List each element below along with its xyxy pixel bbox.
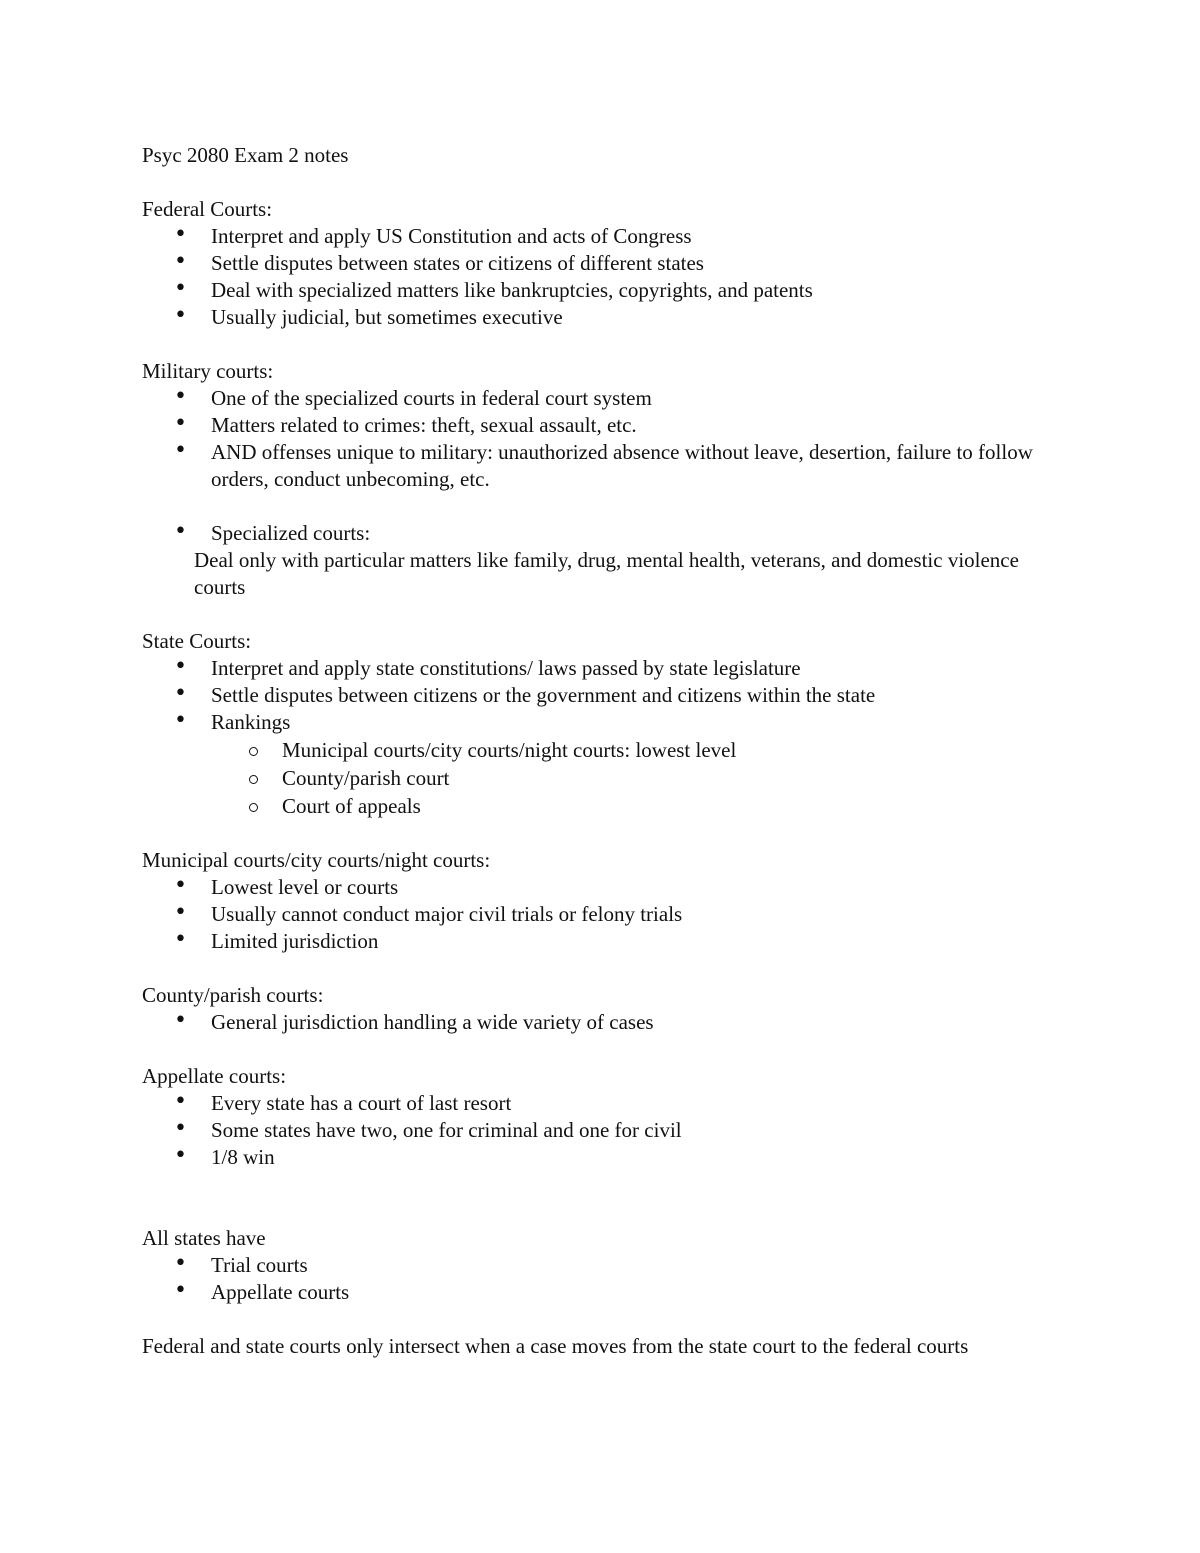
- municipal-heading: Municipal courts/city courts/night courts:: [142, 848, 491, 872]
- list-item: • Appellate courts: [142, 1279, 1062, 1306]
- closing-paragraph: Federal and state courts only intersect when a case moves from the state court to the federal courts: [142, 1334, 969, 1358]
- list-item: • Matters related to crimes: theft, sexual assault, etc.: [142, 412, 1062, 439]
- appellate-heading: Appellate courts:: [142, 1064, 287, 1088]
- list-item: • Lowest level or courts: [142, 874, 1062, 901]
- list-item: • Specialized courts:: [142, 520, 1062, 547]
- military-heading: Military courts:: [142, 359, 274, 383]
- list-item: • Trial courts: [142, 1252, 1062, 1279]
- list-item: • Usually judicial, but sometimes executive: [142, 304, 1062, 331]
- notes-page: [142, 142, 1062, 1360]
- list-item: • Limited jurisdiction: [142, 928, 1062, 955]
- specialized-list: [142, 520, 1062, 547]
- list-item: • Every state has a court of last resort: [142, 1090, 1062, 1117]
- specialized-description: Deal only with particular matters like family, drug, mental health, veterans, and domestic violence courts: [194, 548, 1019, 599]
- rankings-list: [142, 736, 1062, 820]
- county-heading: County/parish courts:: [142, 983, 324, 1007]
- list-item: • Some states have two, one for criminal and one for civil: [142, 1117, 1062, 1144]
- federal-list: [142, 223, 1062, 331]
- list-item: • Interpret and apply state constitutions/ laws passed by state legislature: [142, 655, 1062, 682]
- list-item: • Settle disputes between states or citizens of different states: [142, 250, 1062, 277]
- county-list: [142, 1009, 1062, 1036]
- municipal-list: [142, 874, 1062, 955]
- federal-heading: Federal Courts:: [142, 197, 273, 221]
- list-item: • AND offenses unique to military: unauthorized absence without leave, desertion, failure to follow orders, conduct unbecoming, etc.: [142, 439, 1062, 493]
- list-item: • Settle disputes between citizens or the government and citizens within the state: [142, 682, 1062, 709]
- list-item: • 1/8 win: [142, 1144, 1062, 1171]
- sub-list-item: County/parish court: [142, 764, 1062, 792]
- all-states-list: [142, 1252, 1062, 1306]
- list-item: • Usually cannot conduct major civil trials or felony trials: [142, 901, 1062, 928]
- all-states-heading: All states have: [142, 1226, 266, 1250]
- page-title: Psyc 2080 Exam 2 notes: [142, 143, 349, 167]
- sub-list-item: Municipal courts/city courts/night courts: lowest level: [142, 736, 1062, 764]
- list-item: • Deal with specialized matters like bankruptcies, copyrights, and patents: [142, 277, 1062, 304]
- state-heading: State Courts:: [142, 629, 252, 653]
- sub-list-item: Court of appeals: [142, 792, 1062, 820]
- list-item: • Rankings: [142, 709, 1062, 736]
- list-item: • One of the specialized courts in federal court system: [142, 385, 1062, 412]
- military-list: [142, 385, 1062, 493]
- list-item: • General jurisdiction handling a wide variety of cases: [142, 1009, 1062, 1036]
- appellate-list: [142, 1090, 1062, 1171]
- list-item: • Interpret and apply US Constitution and acts of Congress: [142, 223, 1062, 250]
- state-list: [142, 655, 1062, 736]
